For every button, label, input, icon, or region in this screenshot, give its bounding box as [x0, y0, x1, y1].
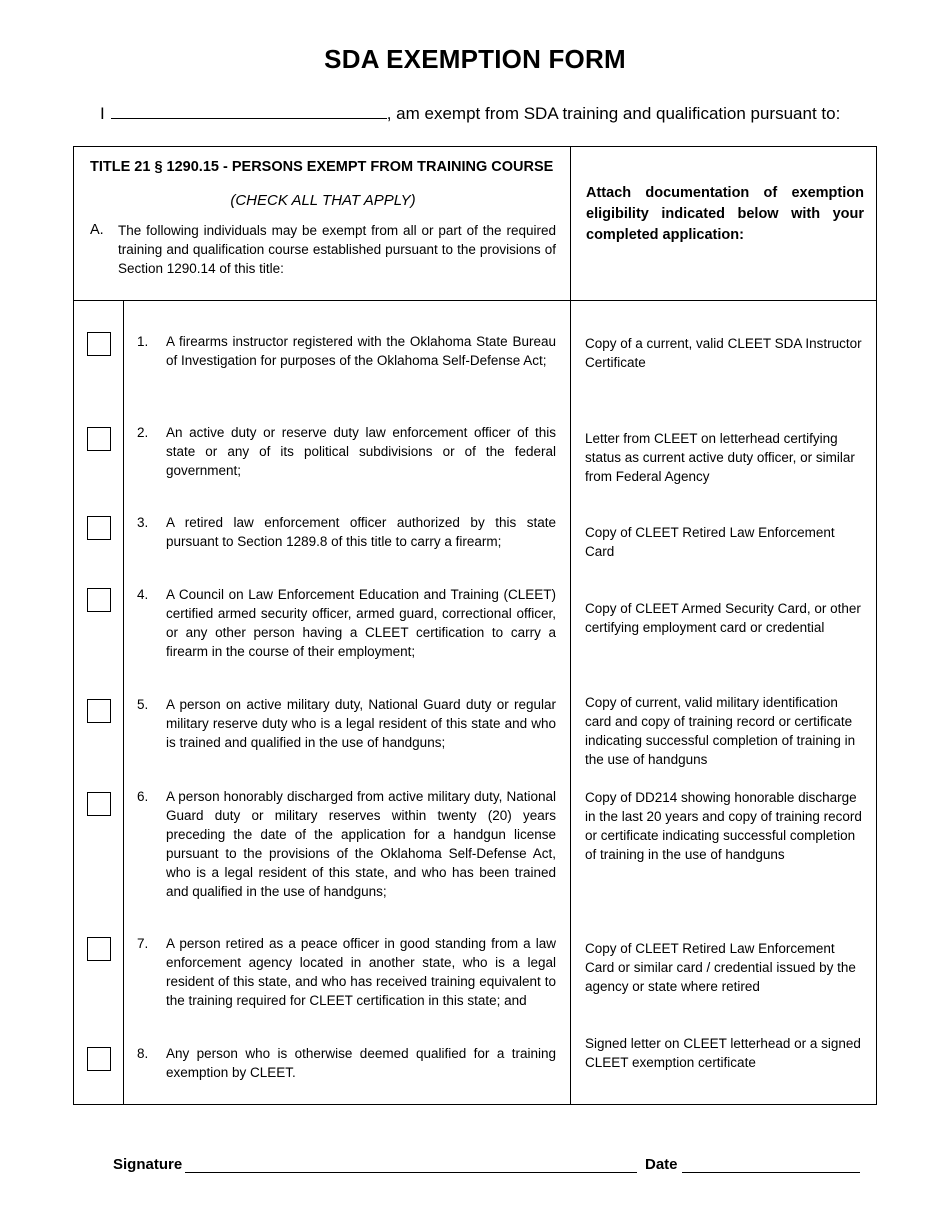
declaration-suffix: , am exempt from SDA training and qualification pursuant to:: [386, 104, 841, 123]
name-field[interactable]: [111, 102, 387, 119]
item-number: 3.: [137, 515, 149, 530]
item-text: A person honorably discharged from active military duty, National Guard duty or military reserves within twenty (20) years preceding the date of the application for a handgun license pursuant to the provisions of the Oklahoma Self-Defense Act, who is a legal resident of this state, and who has been trained and qualified in the use of handguns;: [166, 789, 556, 899]
exemption-checkbox-2[interactable]: [87, 427, 111, 451]
section-a: [90, 221, 556, 278]
item-text: An active duty or reserve duty law enforcement officer of this state or any of its political subdivisions or of the federal government;: [166, 425, 556, 478]
item-number: 7.: [137, 936, 149, 951]
exemption-checkbox-1[interactable]: [87, 332, 111, 356]
signature-label: Signature: [113, 1156, 183, 1173]
exemption-checkbox-7[interactable]: [87, 937, 111, 961]
item-documentation: Signed letter on CLEET letterhead or a signed CLEET exemption certificate: [585, 1036, 861, 1070]
exemption-table: [73, 146, 877, 1105]
item-documentation: Letter from CLEET on letterhead certifying status as current active duty officer, or similar from Federal Agency: [585, 431, 855, 484]
exemption-checkbox-5[interactable]: [87, 699, 111, 723]
item-text: A Council on Law Enforcement Education and Training (CLEET) certified armed security officer, armed guard, correctional officer, or any other person having a CLEET certification to carry a firearm in the course of their employment;: [166, 587, 556, 659]
item-documentation: Copy of current, valid military identification card and copy of training record or certificate indicating successful completion of training in the use of handguns: [585, 695, 856, 767]
exemption-checkbox-8[interactable]: [87, 1047, 111, 1071]
exemption-checkbox-6[interactable]: [87, 792, 111, 816]
date-label: Date: [645, 1156, 678, 1173]
check-instruction: (CHECK ALL THAT APPLY): [230, 192, 416, 209]
column-divider-main: [570, 147, 571, 1104]
header-left-cell: [90, 159, 556, 278]
item-documentation: Copy of CLEET Armed Security Card, or other certifying employment card or credential: [585, 601, 861, 635]
item-number: 8.: [137, 1046, 149, 1061]
section-letter: A.: [90, 222, 104, 238]
form-title: SDA EXEMPTION FORM: [324, 44, 626, 74]
section-text: The following individuals may be exempt from all or part of the required training and qualification course established pursuant to the provisions of Section 1290.14 of this title:: [118, 223, 556, 276]
date-field[interactable]: [682, 1172, 860, 1173]
item-number: 1.: [137, 334, 149, 349]
declaration-line: [100, 102, 860, 124]
item-text: A person on active military duty, National Guard duty or regular military reserve duty who is a legal resident of this state and who is trained and qualified in the use of handguns;: [166, 697, 556, 750]
item-documentation: Copy of DD214 showing honorable discharge in the last 20 years and copy of training record or certificate indicating successful completion of training in the use of handguns: [585, 790, 862, 862]
declaration-prefix: I: [100, 104, 105, 123]
item-text: A person retired as a peace officer in good standing from a law enforcement agency located in another state, who is a legal resident of this state, and who has received training equivalent to the training required for CLEET certification in this state; and: [166, 936, 556, 1008]
item-number: 5.: [137, 697, 149, 712]
statute-title: TITLE 21 § 1290.15 - PERSONS EXEMPT FROM TRAINING COURSE: [90, 159, 554, 175]
item-text: A firearms instructor registered with the Oklahoma State Bureau of Investigation for purposes of the Oklahoma Self-Defense Act;: [166, 334, 556, 368]
item-number: 4.: [137, 587, 149, 602]
item-documentation: Copy of CLEET Retired Law Enforcement Card or similar card / credential issued by the agency or state where retired: [585, 941, 856, 994]
item-documentation: Copy of CLEET Retired Law Enforcement Card: [585, 525, 835, 559]
item-number: 2.: [137, 425, 149, 440]
item-documentation: Copy of a current, valid CLEET SDA Instructor Certificate: [585, 336, 862, 370]
column-divider-checkbox: [123, 300, 124, 1104]
item-text: Any person who is otherwise deemed qualified for a training exemption by CLEET.: [166, 1046, 556, 1080]
exemption-checkbox-3[interactable]: [87, 516, 111, 540]
item-number: 6.: [137, 789, 149, 804]
item-text: A retired law enforcement officer authorized by this state pursuant to Section 1289.8 of this title to carry a firearm;: [166, 515, 556, 549]
exemption-checkbox-4[interactable]: [87, 588, 111, 612]
attach-instruction: Attach documentation of exemption eligibility indicated below with your completed application:: [586, 185, 864, 243]
signature-field[interactable]: [185, 1172, 637, 1173]
header-divider: [74, 300, 876, 301]
